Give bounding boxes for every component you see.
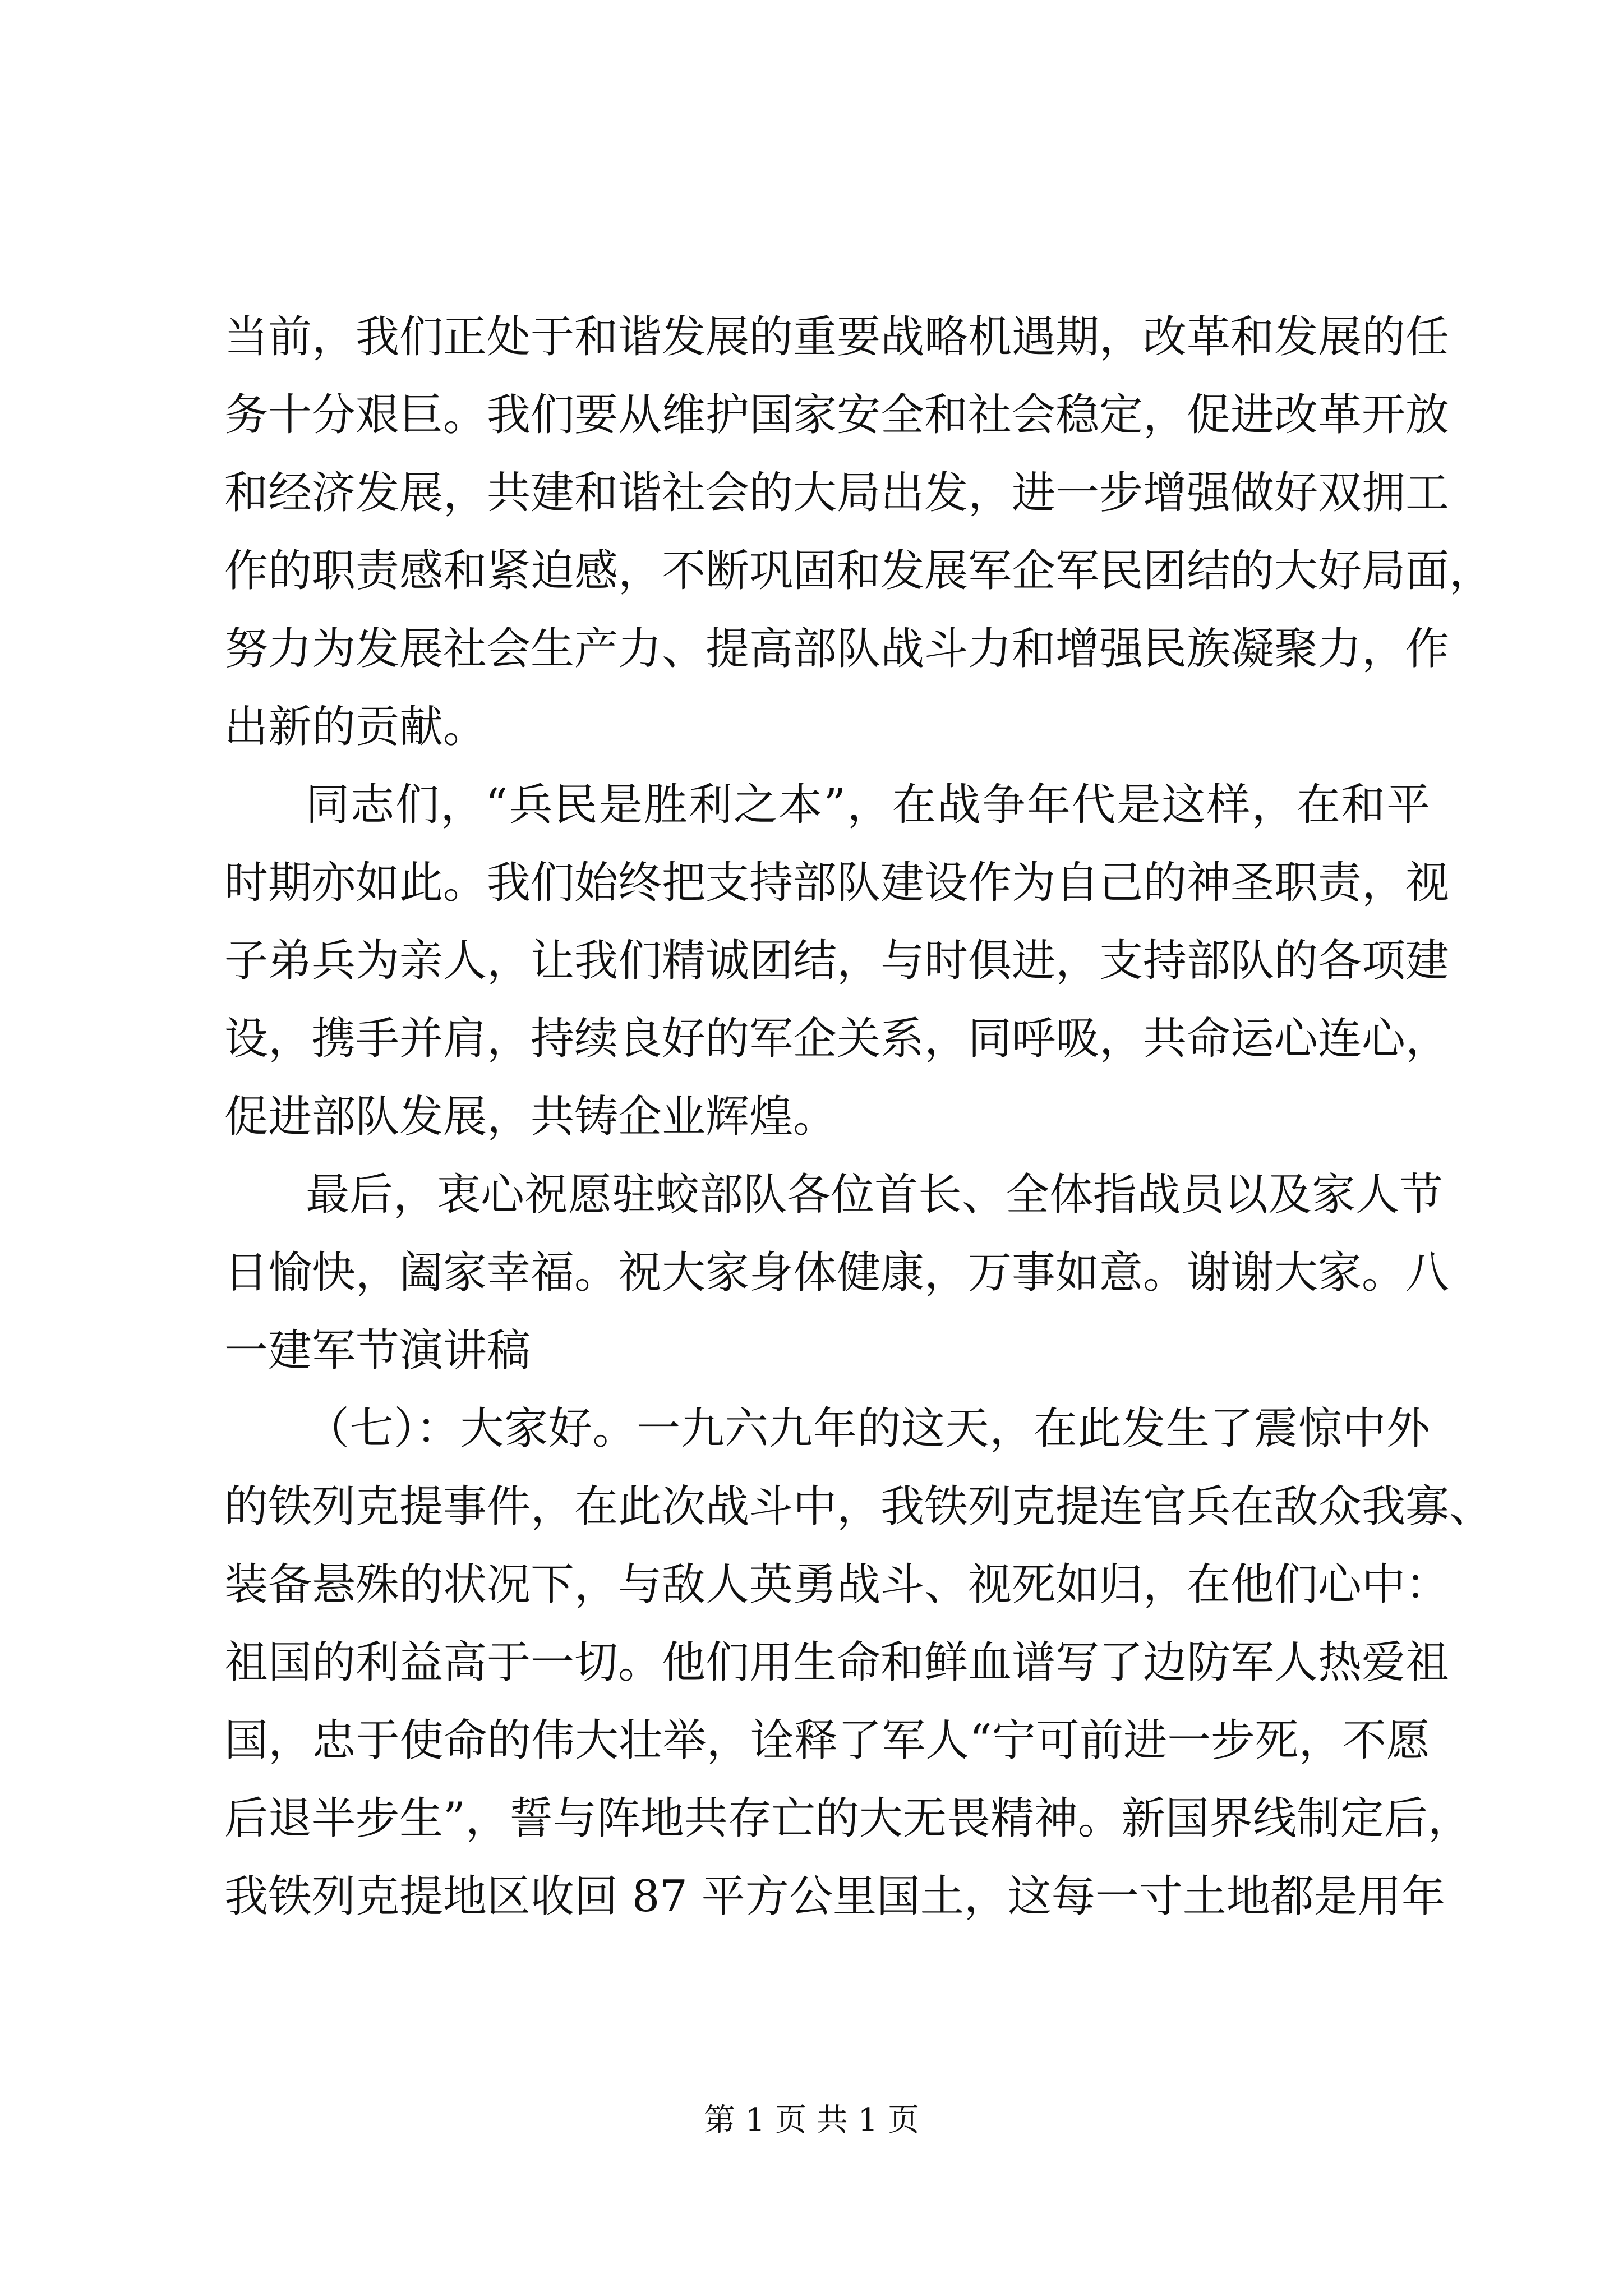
text-line: 装备悬殊的状况下，与敌人英勇战斗、视死如归，在他们心中： xyxy=(224,1559,1450,1610)
text-line: 设，携手并肩，持续良好的军企关系，同呼吸，共命运心连心， xyxy=(224,1014,1450,1064)
text-line: 作的职责感和紧迫感，不断巩固和发展军企军民团结的大好局面， xyxy=(224,546,1493,596)
text-line: 时期亦如此。我们始终把支持部队建设作为自己的神圣职责，视 xyxy=(224,858,1450,908)
text-line: 后退半步生”，誓与阵地共存亡的大无畏精神。新国界线制定后， xyxy=(224,1793,1472,1844)
text-line: 祖国的利益高于一切。他们用生命和鲜血谱写了边防军人热爱祖 xyxy=(224,1637,1450,1688)
text-line: 努力为发展社会生产力、提高部队战斗力和增强民族凝聚力，作 xyxy=(224,624,1450,674)
text-line: 和经济发展，共建和谐社会的大局出发，进一步增强做好双拥工 xyxy=(224,468,1450,518)
text-line: 一建军节演讲稿 xyxy=(224,1326,531,1376)
paragraph-first-line: （七）：大家好。一九六九年的这天，在此发生了震惊中外 xyxy=(306,1404,1430,1454)
paragraph-first-line: 最后，衷心祝愿驻蛟部队各位首长、全体指战员以及家人节 xyxy=(306,1170,1444,1220)
text-line: 当前，我们正处于和谐发展的重要战略机遇期，改革和发展的任 xyxy=(224,312,1450,362)
text-line: 务十分艰巨。我们要从维护国家安全和社会稳定，促进改革开放 xyxy=(224,390,1450,440)
text-line: 我铁列克提地区收回 87 平方公里国土，这每一寸土地都是用年 xyxy=(224,1871,1445,1922)
text-line: 日愉快，阖家幸福。祝大家身体健康，万事如意。谢谢大家。八 xyxy=(224,1248,1450,1298)
text-line: 出新的贡献。 xyxy=(224,702,487,752)
text-line: 国，忠于使命的伟大壮举，诠释了军人“宁可前进一步死，不愿 xyxy=(224,1715,1430,1766)
text-line: 促进部队发展，共铸企业辉煌。 xyxy=(224,1092,837,1142)
page-number-footer: 第 1 页 共 1 页 xyxy=(703,2102,920,2138)
paragraph-first-line: 同志们，“兵民是胜利之本”，在战争年代是这样，在和平 xyxy=(306,780,1430,830)
text-line: 子弟兵为亲人，让我们精诚团结，与时俱进，支持部队的各项建 xyxy=(224,936,1450,986)
text-line: 的铁列克提事件，在此次战斗中，我铁列克提连官兵在敌众我寡、 xyxy=(224,1481,1493,1532)
